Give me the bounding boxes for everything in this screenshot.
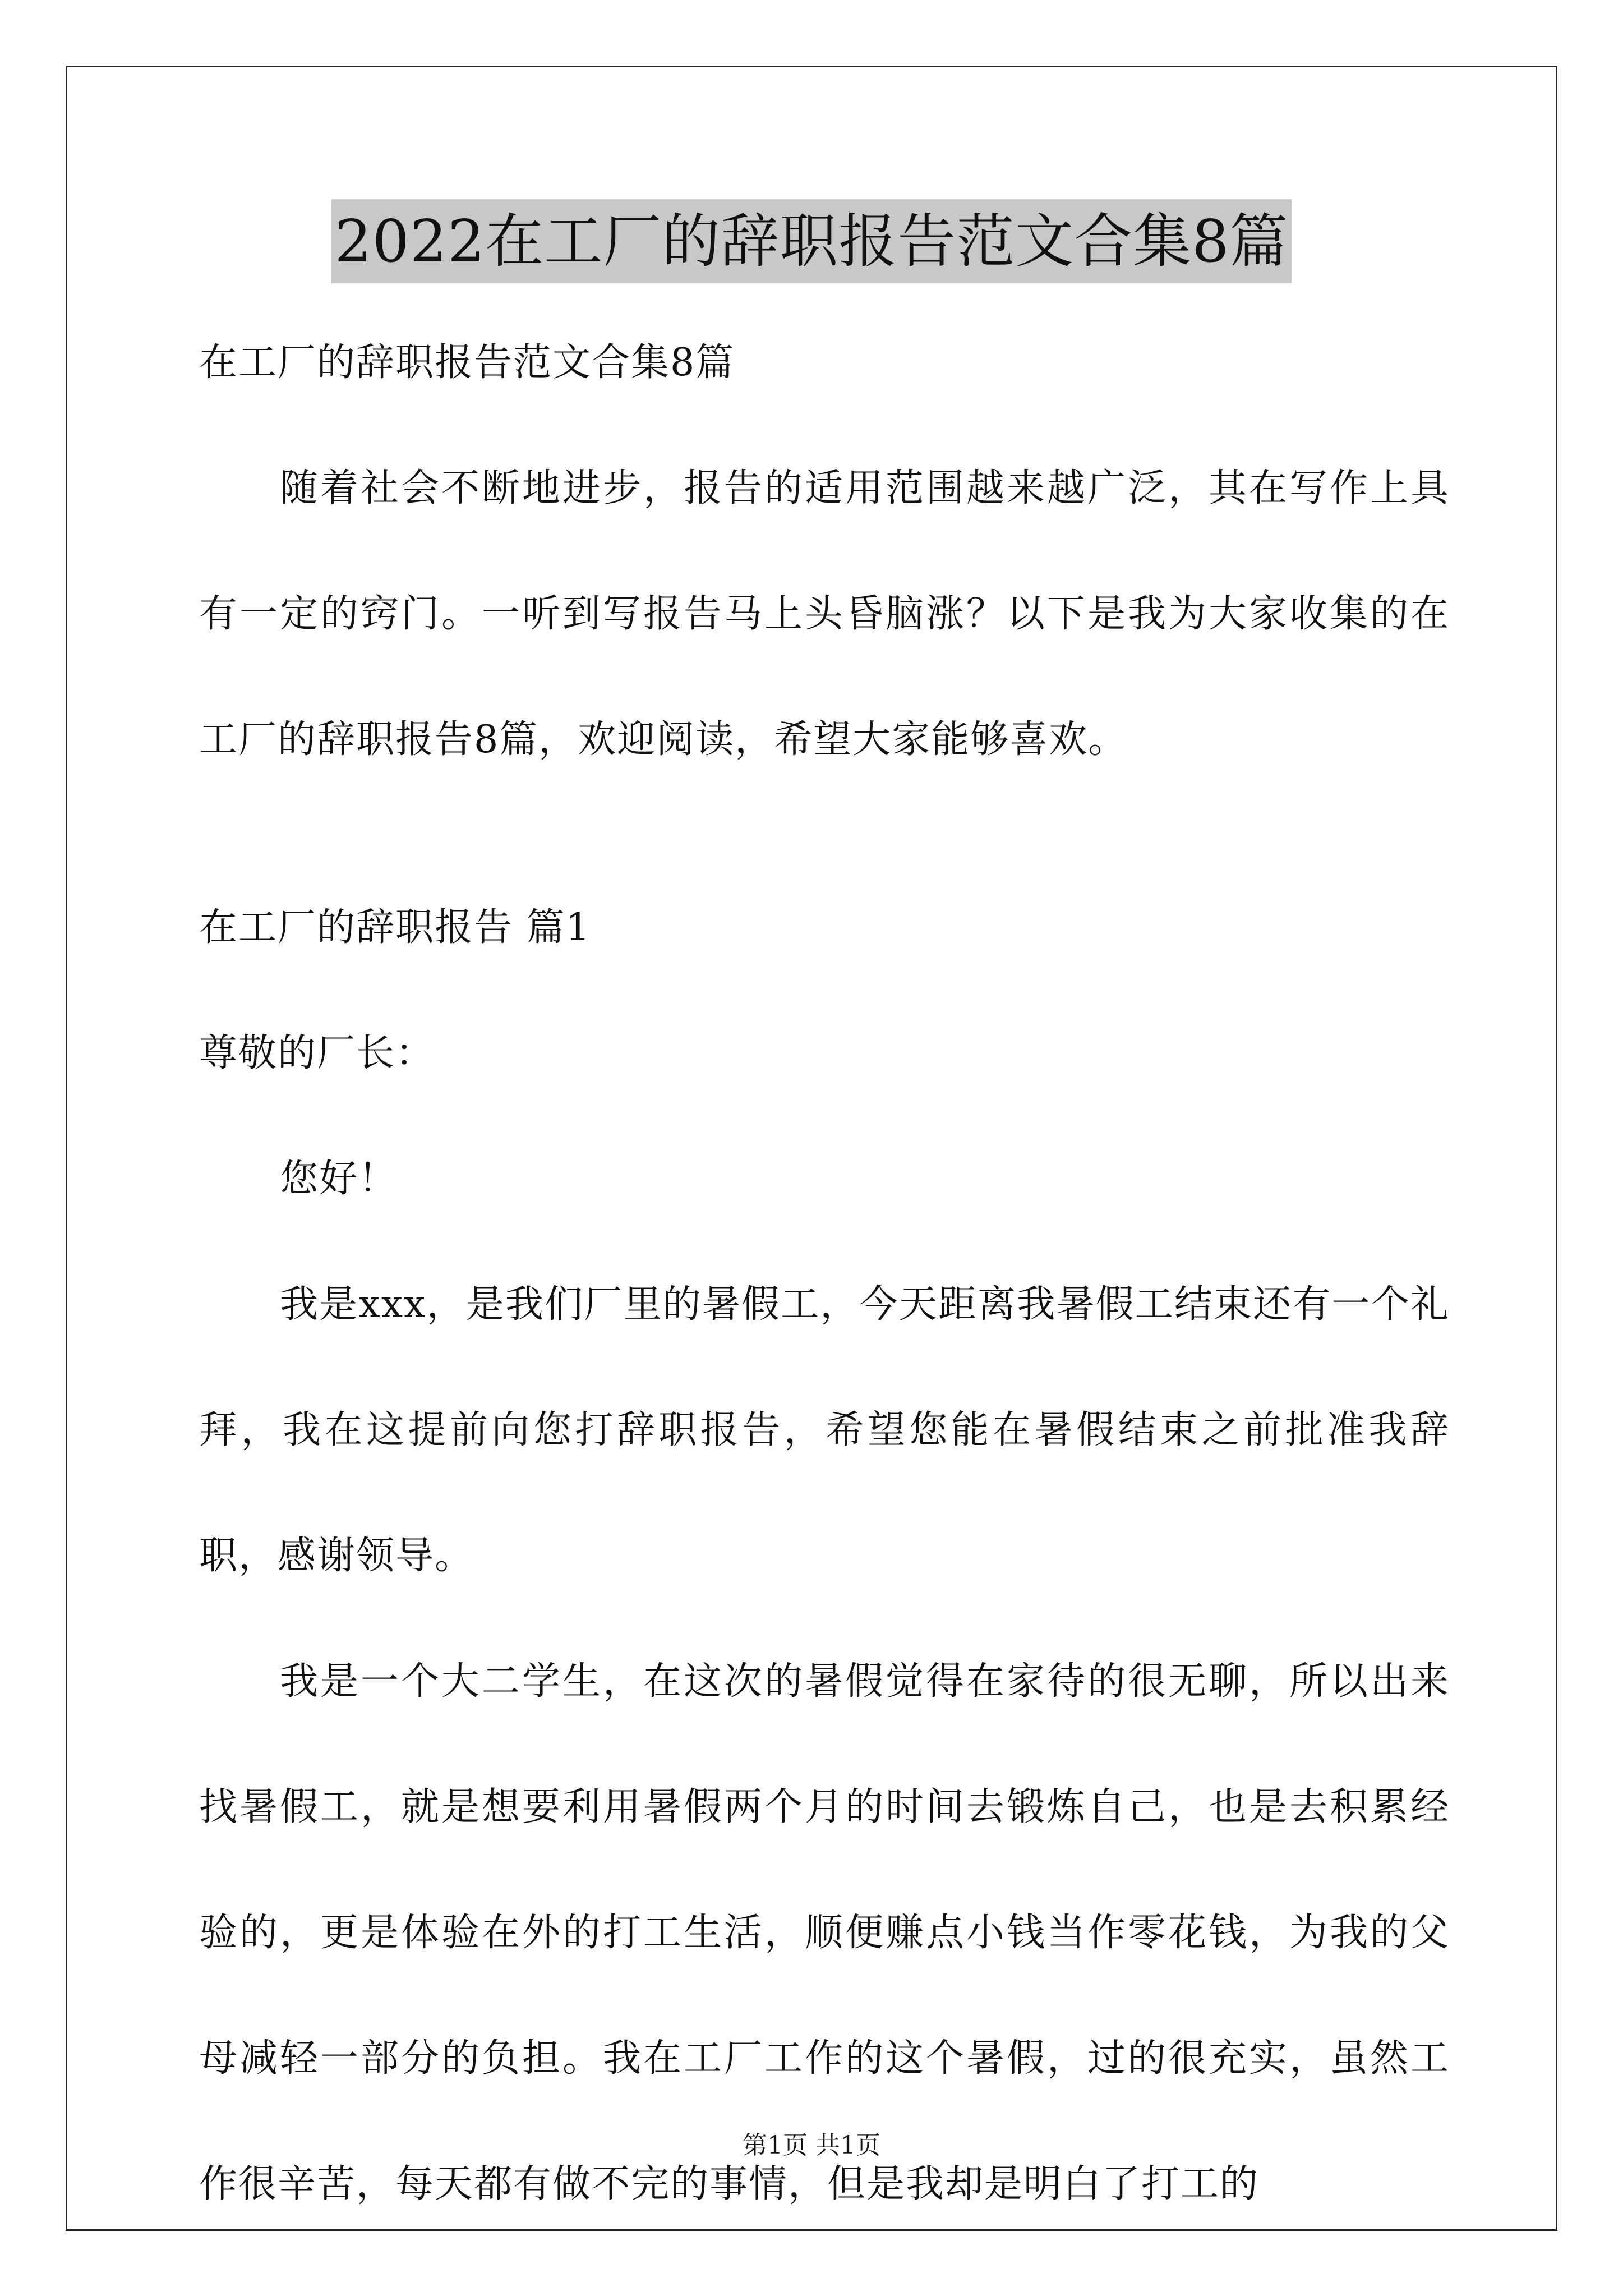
paragraph-body-1: 我是xxx，是我们厂里的暑假工，今天距离我暑假工结束还有一个礼拜，我在这提前向您打辞职报告，希望您能在暑假结束之前批准我辞职，感谢领导。 bbox=[199, 1282, 1450, 1578]
paragraph-spacer bbox=[199, 803, 1450, 865]
title-wrapper bbox=[0, 199, 1623, 283]
document-body bbox=[199, 300, 1450, 2247]
document-title: 2022在工厂的辞职报告范文合集8篇 bbox=[331, 199, 1292, 283]
page-footer: 第1页 共1页 bbox=[743, 2131, 880, 2160]
paragraph-intro: 随着社会不断地进步，报告的适用范围越来越广泛，其在写作上具有一定的窍门。一听到写报告马上头昏脑涨？以下是我为大家收集的在工厂的辞职报告8篇，欢迎阅读，希望大家能够喜欢。 bbox=[199, 466, 1450, 762]
paragraph-body-2: 我是一个大二学生，在这次的暑假觉得在家待的很无聊，所以出来找暑假工，就是想要利用暑假两个月的时间去锻炼自己，也是去积累经验的，更是体验在外的打工生活，顺便赚点小钱当作零花钱，为我的父母减轻一部分的负担。我在工厂工作的这个暑假，过的很充实，虽然工作很辛苦，每天都有做不完的事情，但是我却是明白了打工的 bbox=[199, 1659, 1450, 2206]
paragraph-subtitle: 在工厂的辞职报告范文合集8篇 bbox=[199, 341, 735, 385]
greeting: 您好！ bbox=[280, 1157, 398, 1201]
section-heading: 在工厂的辞职报告 篇1 bbox=[199, 905, 591, 950]
salutation: 尊敬的厂长： bbox=[199, 1031, 435, 1075]
